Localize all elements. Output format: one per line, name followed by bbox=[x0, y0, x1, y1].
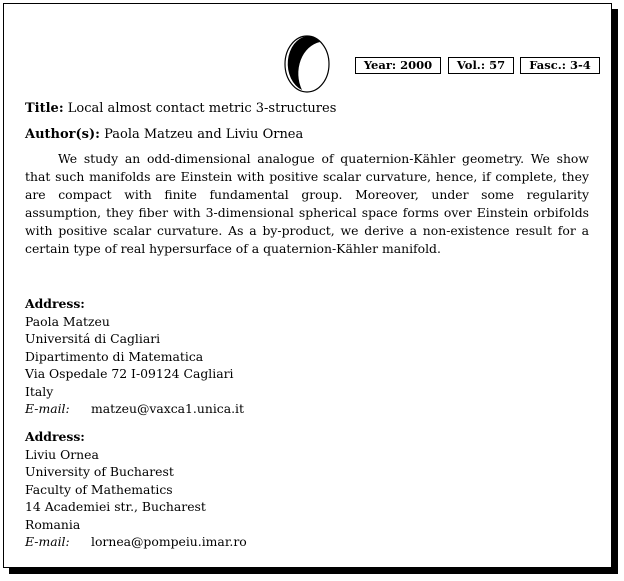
volume-badge: Vol.: 57 bbox=[448, 57, 514, 74]
address-line: Romania bbox=[25, 516, 81, 532]
address-line: 14 Academiei str., Bucharest bbox=[25, 499, 206, 514]
address-line: Faculty of Mathematics bbox=[25, 481, 173, 497]
address-line: Paola Matzeu bbox=[25, 313, 110, 329]
address-block bbox=[25, 428, 425, 551]
year-badge: Year: 2000 bbox=[355, 57, 441, 74]
crescent-logo-icon bbox=[280, 32, 334, 96]
authors-label: Author(s): bbox=[25, 127, 100, 142]
abstract: We study an odd-dimensional analogue of quaternion-Kähler geometry. We show that such manifolds are Einstein with positive scalar curvature, hence, if complete, they are compact with finite fundamental group. Moreover, under some regularity assumption, they fiber with 3-dimensional spherical space forms over Einstein orbifolds with positive scalar curvature. As a by-product, we derive a non-existence result for a certain type of real hypersurface of a quaternion-Kähler manifold. bbox=[25, 151, 589, 256]
address-label: Address: bbox=[25, 429, 85, 444]
address-label: Address: bbox=[25, 296, 85, 311]
address-line: Italy bbox=[25, 383, 54, 399]
email-line bbox=[25, 533, 425, 551]
address-line: Universitá di Cagliari bbox=[25, 331, 161, 346]
email-label: E-mail: bbox=[25, 401, 70, 416]
paper-authors: Paola Matzeu and Liviu Ornea bbox=[104, 127, 304, 142]
address-line: University of Bucharest bbox=[25, 464, 174, 479]
email-label: E-mail: bbox=[25, 534, 70, 549]
address-line: Via Ospedale 72 I-09124 Cagliari bbox=[25, 366, 234, 381]
paper-title: Local almost contact metric 3-structures bbox=[67, 101, 337, 116]
title-label: Title: bbox=[25, 101, 64, 116]
fascicle-badge: Fasc.: 3-4 bbox=[520, 57, 600, 74]
paper-title-line bbox=[25, 100, 595, 118]
authors-line bbox=[25, 126, 595, 144]
email-address[interactable]: matzeu@vaxca1.unica.it bbox=[91, 401, 245, 416]
email-address[interactable]: lornea@pompeiu.imar.ro bbox=[91, 534, 247, 549]
address-block bbox=[25, 295, 425, 418]
email-line bbox=[25, 400, 425, 418]
address-line: Dipartimento di Matematica bbox=[25, 348, 204, 364]
address-line: Liviu Ornea bbox=[25, 446, 99, 462]
